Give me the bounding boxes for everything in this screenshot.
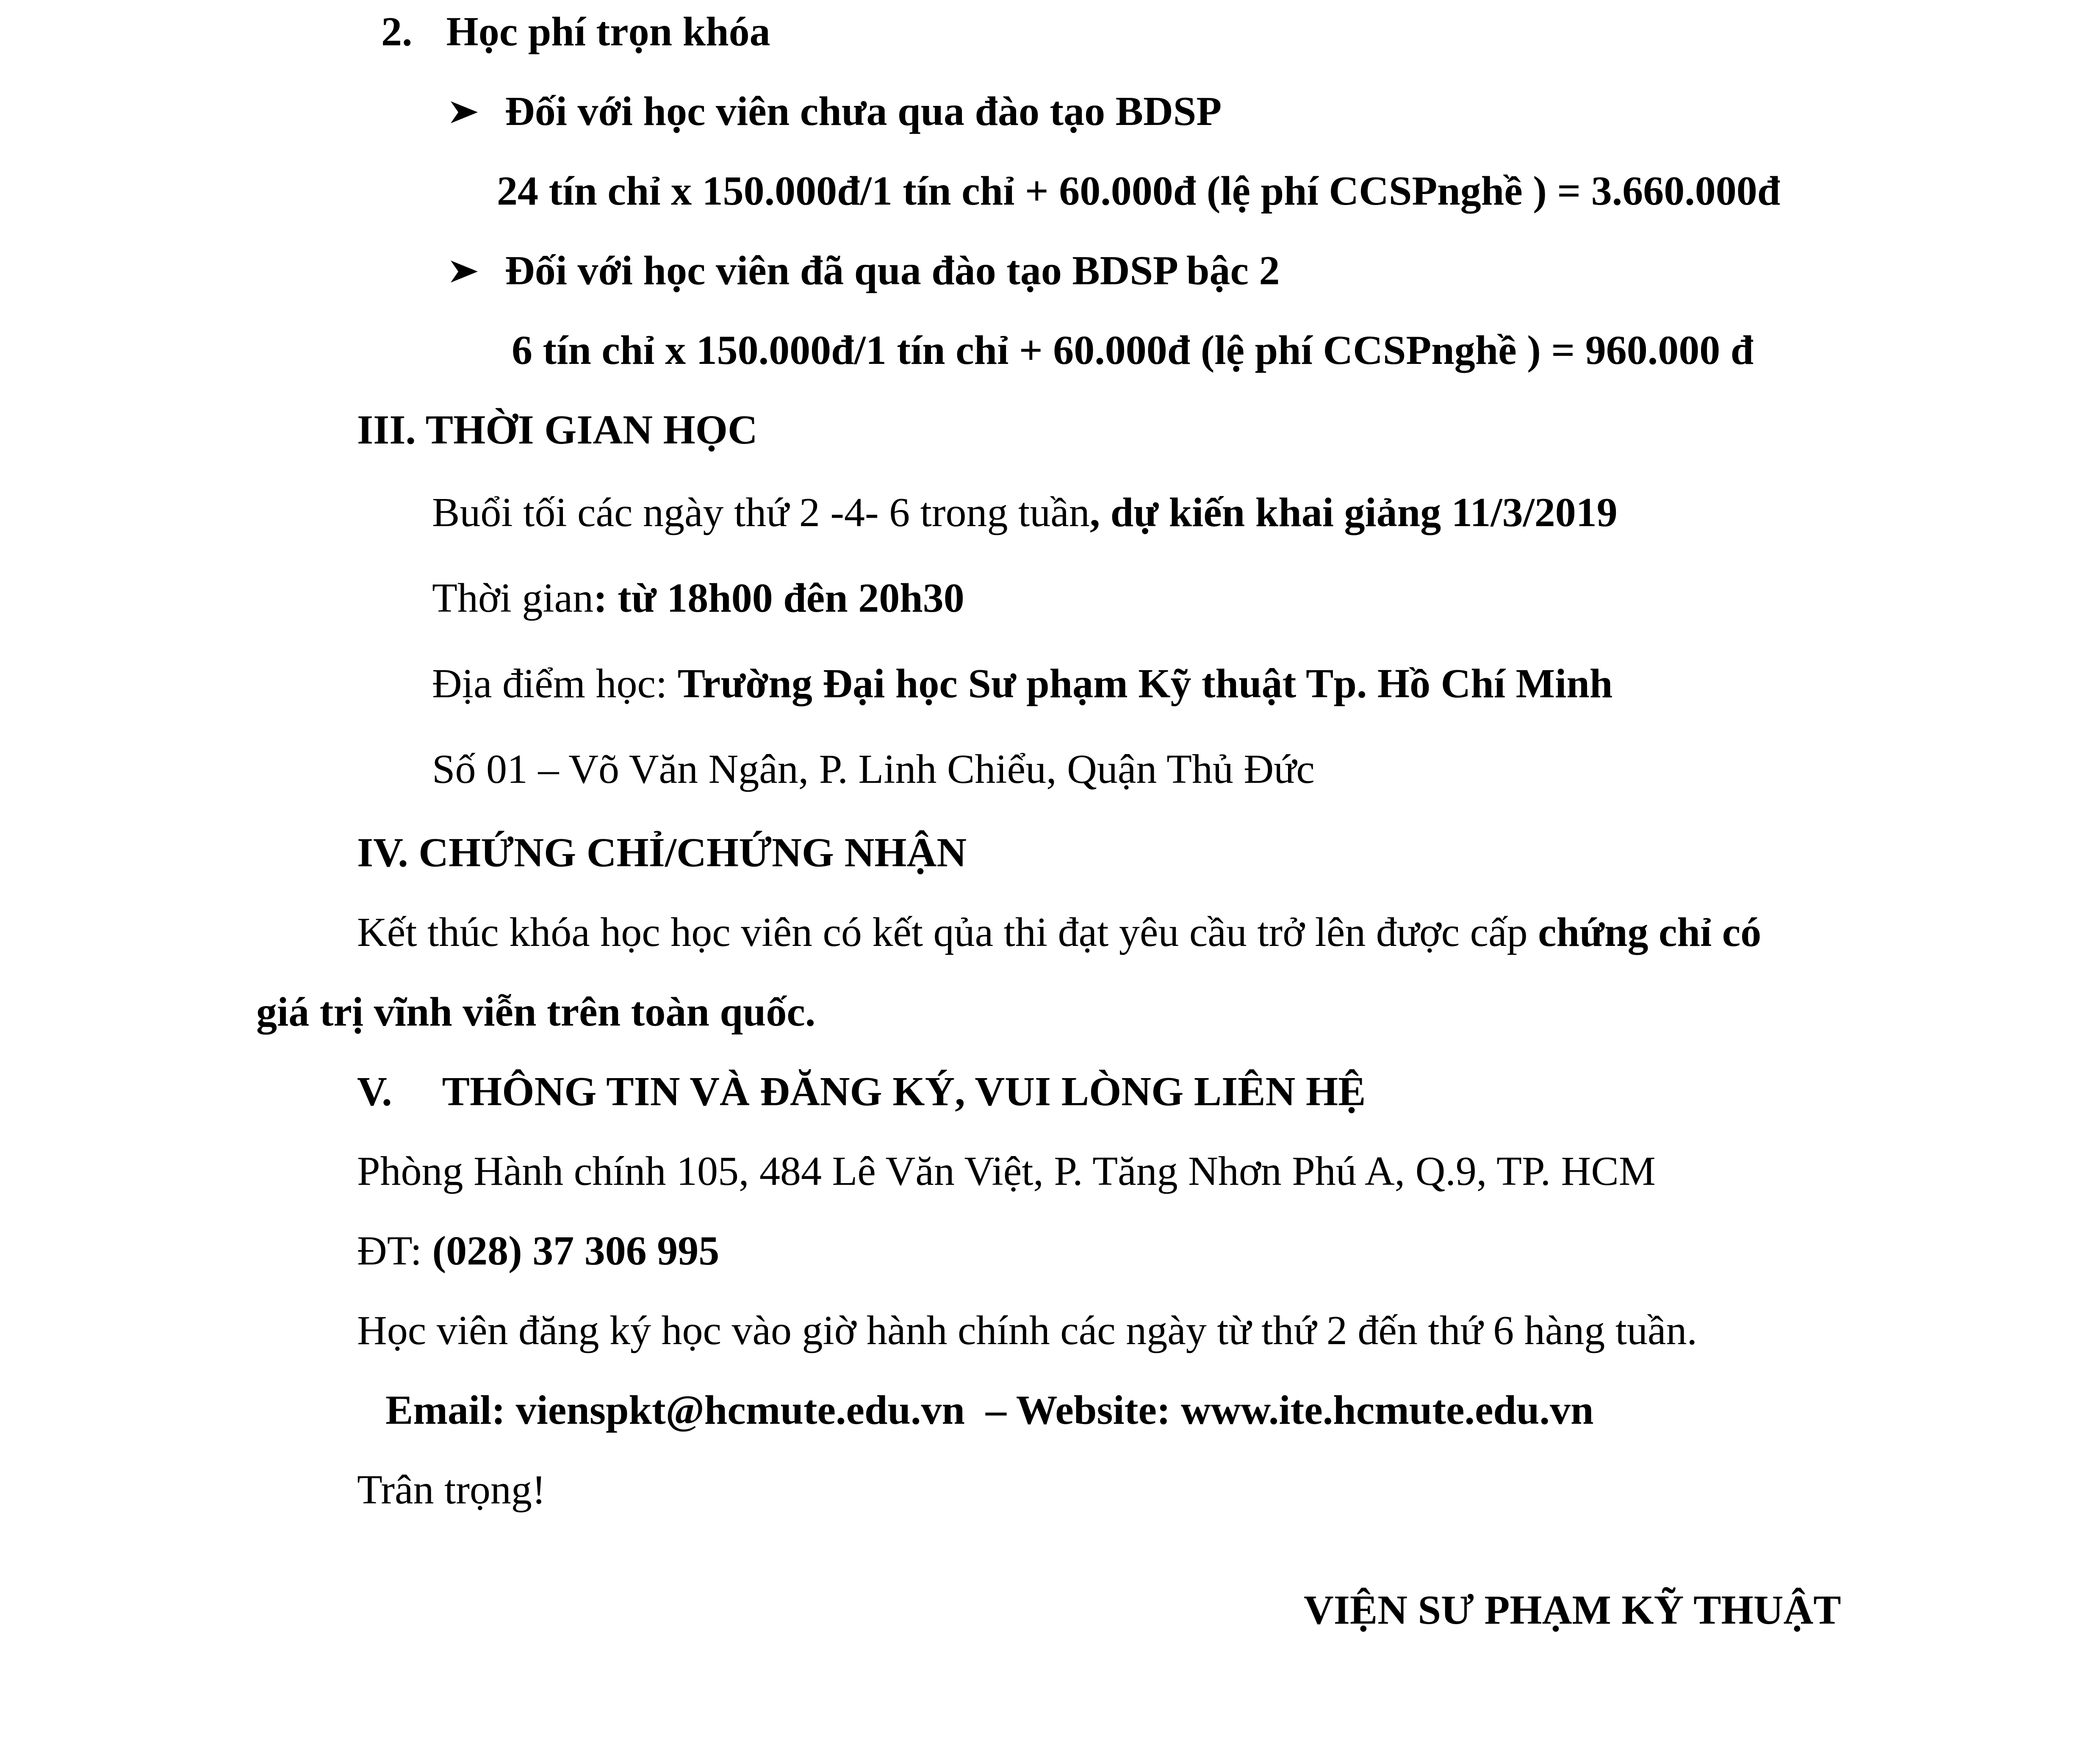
location-label: Địa điểm học: <box>432 661 678 707</box>
phone-label: ĐT: <box>357 1228 432 1274</box>
certificate-highlight-2: giá trị vĩnh viễn trên toàn quốc. <box>256 989 816 1035</box>
schedule-line <box>432 487 1618 538</box>
closing-line: Trân trọng! <box>357 1467 546 1513</box>
arrow-bullet-icon <box>449 259 479 284</box>
office-line: Phòng Hành chính 105, 484 Lê Văn Việt, P. Tăng Nhơn Phú A, Q.9, TP. HCM <box>357 1148 1656 1194</box>
bullet-1-label: Đối với học viên chưa qua đào tạo BDSP <box>505 89 1222 134</box>
section-2-number: 2. <box>381 9 413 55</box>
location-line <box>432 658 1612 709</box>
signature-org: VIỆN SƯ PHẠM KỸ THUẬT <box>1304 1587 1841 1633</box>
section-2-title: Học phí trọn khóa <box>446 9 770 55</box>
location-value: Trường Đại học Sư phạm Kỹ thuật Tp. Hồ Chí Minh <box>677 661 1613 707</box>
certificate-text: Kết thúc khóa học học viên có kết qủa thi đạt yêu cầu trở lên được cấp <box>357 910 1538 955</box>
bullet-1-line <box>449 86 1222 137</box>
bullet-1-formula: 24 tín chỉ x 150.000đ/1 tín chỉ + 60.000đ (lệ phí CCSPnghề ) = 3.660.000đ <box>497 168 1781 214</box>
phone-line <box>357 1226 719 1276</box>
schedule-start-date: , dự kiến khai giảng 11/3/2019 <box>1089 490 1618 535</box>
time-value: : từ 18h00 đên 20h30 <box>593 575 964 621</box>
bullet-2-formula: 6 tín chỉ x 150.000đ/1 tín chỉ + 60.000đ (lệ phí CCSPnghề ) = 960.000 đ <box>512 327 1754 373</box>
section-3-heading: III. THỜI GIAN HỌC <box>357 407 758 453</box>
time-label: Thời gian <box>432 575 594 621</box>
time-line <box>432 573 964 624</box>
registration-line: Học viên đăng ký học vào giờ hành chính các ngày từ thứ 2 đến thứ 6 hàng tuần. <box>357 1308 1697 1353</box>
certificate-line-1 <box>357 907 1761 958</box>
section-2-title-line <box>381 6 770 57</box>
bullet-2-label: Đối với học viên đã qua đào tạo BDSP bậc 2 <box>505 248 1280 294</box>
section-4-heading: IV. CHỨNG CHỈ/CHỨNG NHẬN <box>357 830 967 876</box>
contact-line: Email: vienspkt@hcmute.edu.vn – Website: www.ite.hcmute.edu.vn <box>385 1387 1594 1433</box>
section-5-heading-line <box>357 1066 1366 1117</box>
section-5-heading: THÔNG TIN VÀ ĐĂNG KÝ, VUI LÒNG LIÊN HỆ <box>442 1069 1366 1115</box>
certificate-highlight-1: chứng chỉ có <box>1538 910 1762 955</box>
address-line: Số 01 – Võ Văn Ngân, P. Linh Chiểu, Quận Thủ Đức <box>432 746 1315 792</box>
section-5-number: V. <box>357 1069 392 1115</box>
schedule-text: Buổi tối các ngày thứ 2 -4- 6 trong tuần <box>432 490 1090 535</box>
phone-number: (028) 37 306 995 <box>432 1228 720 1274</box>
bullet-2-line <box>449 245 1280 296</box>
arrow-bullet-icon <box>449 100 479 125</box>
